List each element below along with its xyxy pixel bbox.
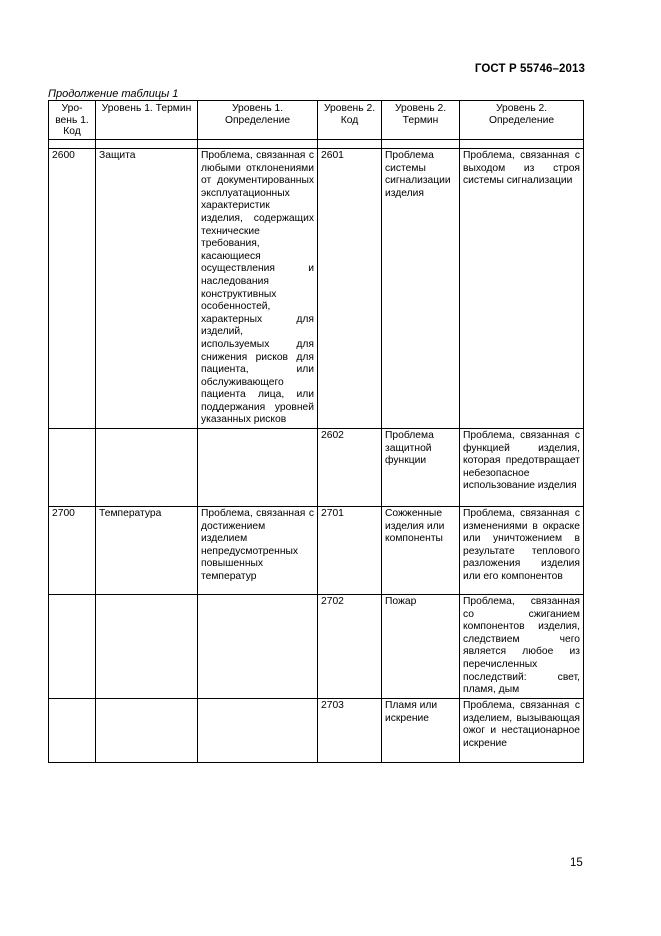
column-header-l2-definition: Уровень 2. Определение: [460, 101, 584, 140]
l1-code-cell: 2600: [49, 149, 96, 429]
l2-definition-cell: Проблема, связанная с изменениями в окраске или уничтожением в результате теплового разложения изделия или его компонентов: [460, 507, 584, 595]
l1-code-cell: 2700: [49, 507, 96, 595]
l2-term-cell: Проблема защитной функции: [382, 429, 460, 507]
l1-definition-cell: [198, 595, 318, 699]
l1-term-cell: Защита: [96, 149, 198, 429]
table-caption: Продолжение таблицы 1: [48, 88, 179, 100]
l1-definition-cell: [198, 699, 318, 763]
document-id: ГОСТ Р 55746–2013: [474, 63, 585, 75]
terms-table: [48, 100, 584, 763]
l1-term-cell: [96, 429, 198, 507]
l2-code-cell: 2702: [318, 595, 382, 699]
table-row: [49, 429, 584, 507]
column-header-l2-code: Уровень 2. Код: [318, 101, 382, 140]
l2-definition-cell: Проблема, связанная с изделием, вызывающая ожог и нестационарное искрение: [460, 699, 584, 763]
page-number: 15: [570, 857, 583, 869]
table-header-row: [49, 101, 584, 140]
l1-definition-cell: Проблема, связанная с достижением изделием непредусмотренных повышенных температур: [198, 507, 318, 595]
l1-code-cell: [49, 699, 96, 763]
l2-definition-cell: Проблема, связанная со сжиганием компонентов изделия, следствием чего является любое из перечисленных последствий: свет, пламя, дым: [460, 595, 584, 699]
l2-code-cell: 2701: [318, 507, 382, 595]
l1-term-cell: Температура: [96, 507, 198, 595]
l1-term-cell: [96, 595, 198, 699]
table-row: [49, 595, 584, 699]
table-row: [49, 699, 584, 763]
column-header-l1-definition: Уровень 1. Определение: [198, 101, 318, 140]
l2-definition-cell: Проблема, связанная с функцией изделия, которая предотвращает небезопасное использование изделия: [460, 429, 584, 507]
l1-code-cell: [49, 595, 96, 699]
l2-definition-cell: Проблема, связанная с выходом из строя системы сигнализации: [460, 149, 584, 429]
l2-code-cell: 2703: [318, 699, 382, 763]
l1-definition-cell: Проблема, связанная с любыми отклонениями от документированных эксплуатационных характеристик изделия, содержащих технические требования, касающиеся осуществления и наследования конструктивных особенностей, характерных для изделий, используемых для снижения рисков для пациента, или обслуживающего пациента лица, или поддержания уровней указанных рисков: [198, 149, 318, 429]
table-row: [49, 507, 584, 595]
l2-term-cell: Сожженные изделия или компоненты: [382, 507, 460, 595]
l2-code-cell: 2601: [318, 149, 382, 429]
spacer-row: [49, 140, 584, 149]
l1-term-cell: [96, 699, 198, 763]
l1-definition-cell: [198, 429, 318, 507]
l1-code-cell: [49, 429, 96, 507]
l2-term-cell: Проблема системы сигнализации изделия: [382, 149, 460, 429]
table-row: [49, 149, 584, 429]
column-header-l2-term: Уровень 2. Термин: [382, 101, 460, 140]
l2-term-cell: Пламя или искрение: [382, 699, 460, 763]
column-header-l1-term: Уровень 1. Термин: [96, 101, 198, 140]
l2-term-cell: Пожар: [382, 595, 460, 699]
column-header-l1-code: Уро-вень 1. Код: [49, 101, 96, 140]
l2-code-cell: 2602: [318, 429, 382, 507]
